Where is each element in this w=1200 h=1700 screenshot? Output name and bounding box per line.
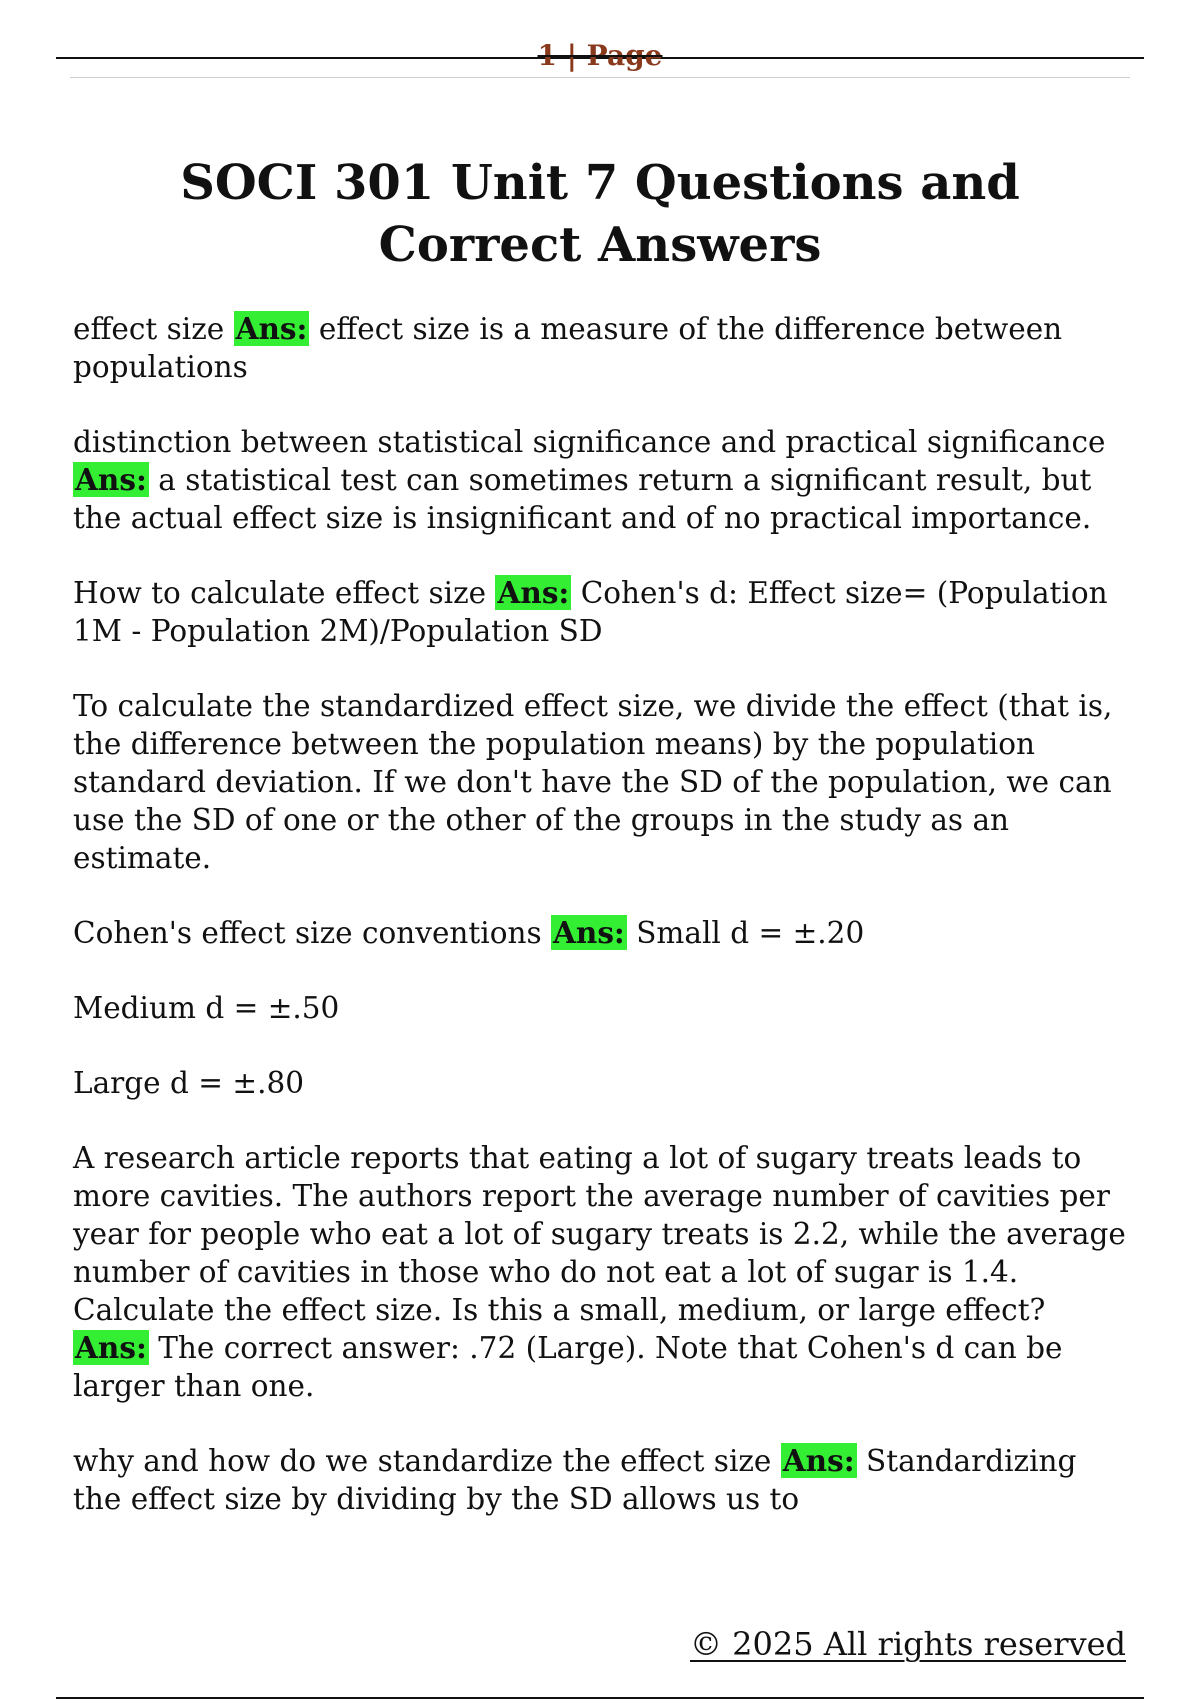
footer-rule [56, 1697, 1144, 1699]
text-paragraph: Medium d = ±.50 [73, 991, 340, 1025]
text-paragraph: To calculate the standardized effect size, we divide the effect (that is, the difference between the population means) by the population standard deviation. If we don't have the SD of the population, we can use the SD of one or the other of the groups in the study as an estimate. [73, 689, 1113, 875]
answer-marker: Ans: [75, 462, 147, 497]
question-text: Cohen's effect size conventions [73, 916, 542, 950]
answer-text: Standardizing the effect size by dividing by the SD allows us to [73, 1444, 1077, 1516]
copyright-notice: © 2025 All rights reserved [690, 1625, 1126, 1663]
answer-marker: Ans: [497, 575, 570, 610]
question-text: A research article reports that eating a lot of sugary treats leads to more cavities. The authors report the average number of cavities per year for people who eat a lot of sugary treats is 2.2, while the average number of cavities in those who do not eat a lot of sugar is 1.4. Calculate the effect size. Is this a small, medium, or large effect? [73, 1141, 1126, 1327]
question-text: How to calculate effect size [73, 576, 487, 610]
answer-text: a statistical test can sometimes return a significant result, but the actual effect size is insignificant and of no practical importance. [73, 463, 1092, 535]
text-paragraph: Large d = ±.80 [73, 1066, 304, 1100]
header-underline [70, 77, 1130, 78]
answer-marker: Ans: [235, 311, 308, 346]
answer-text: Cohen's d: Effect size= (Population 1M - Population 2M)/Population SD [73, 576, 1108, 648]
document-body [73, 310, 1130, 1555]
answer-text: effect size is a measure of the difference between populations [73, 312, 1063, 384]
qa-entry [73, 423, 1130, 537]
page-number-label: 1 | Page [537, 39, 663, 72]
answer-marker: Ans: [552, 915, 625, 950]
document-title: SOCI 301 Unit 7 Questions and Correct Answers [180, 155, 1020, 273]
qa-entry [73, 574, 1130, 650]
qa-entry [73, 1139, 1130, 1405]
answer-marker: Ans: [75, 1330, 147, 1365]
qa-entry [73, 1442, 1130, 1518]
question-text: why and how do we standardize the effect size [73, 1444, 772, 1478]
answer-text: The correct answer: .72 (Large). Note that Cohen's d can be larger than one. [73, 1331, 1063, 1403]
question-text: effect size [73, 312, 225, 346]
qa-entry [73, 914, 1130, 952]
answer-marker: Ans: [782, 1443, 855, 1478]
answer-text: Small d = ±.20 [636, 916, 865, 950]
question-text: distinction between statistical significance and practical significance [73, 425, 1106, 459]
qa-entry [73, 310, 1130, 386]
